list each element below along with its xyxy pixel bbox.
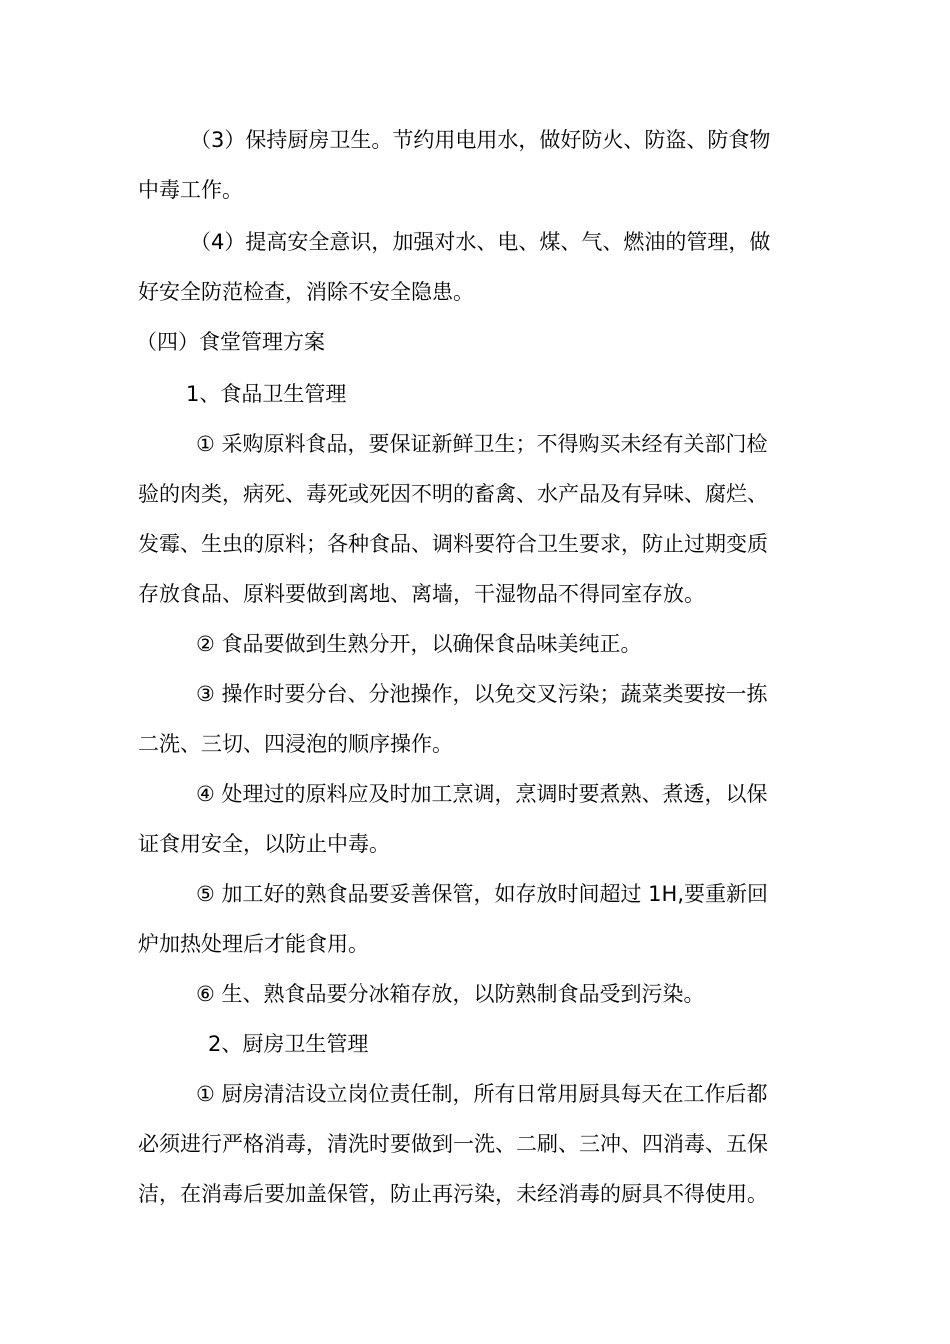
text-line: ① 采购原料食品，要保证新鲜卫生；不得购买未经有关部门检 xyxy=(196,432,768,456)
text-line: ① 厨房清洁设立岗位责任制，所有日常用厨具每天在工作后都 xyxy=(196,1082,768,1106)
text-line: 必须进行严格消毒，清洗时要做到一洗、二刷、三冲、四消毒、五保 xyxy=(138,1132,768,1156)
text-line: 发霉、生虫的原料；各种食品、调料要符合卫生要求，防止过期变质 xyxy=(138,532,768,556)
text-line: 证食用安全，以防止中毒。 xyxy=(138,832,390,856)
text-line: ⑤ 加工好的熟食品要妥善保管，如存放时间超过 1H,要重新回 xyxy=(196,882,769,906)
text-line: ④ 处理过的原料应及时加工烹调，烹调时要煮熟、煮透，以保 xyxy=(196,782,768,806)
text-line: 洁，在消毒后要加盖保管，防止再污染，未经消毒的厨具不得使用。 xyxy=(138,1182,768,1206)
text-line: ③ 操作时要分台、分池操作，以免交叉污染；蔬菜类要按一拣 xyxy=(196,682,768,706)
text-line: （3）保持厨房卫生。节约用电用水，做好防火、防盗、防食物 xyxy=(190,128,771,152)
subsection-heading: 2、厨房卫生管理 xyxy=(208,1032,369,1056)
text-line: ⑥ 生、熟食品要分冰箱存放，以防熟制食品受到污染。 xyxy=(196,982,705,1006)
text-line: 炉加热处理后才能食用。 xyxy=(138,932,369,956)
section-heading: （四）食堂管理方案 xyxy=(136,330,325,354)
text-line: 存放食品、原料要做到离地、离墙，干湿物品不得同室存放。 xyxy=(138,582,705,606)
text-line: ② 食品要做到生熟分开，以确保食品味美纯正。 xyxy=(196,632,642,656)
text-line: 好安全防范检查，消除不安全隐患。 xyxy=(138,280,474,304)
text-line: （4）提高安全意识，加强对水、电、煤、气、燃油的管理，做 xyxy=(190,230,771,254)
subsection-heading: 1、食品卫生管理 xyxy=(186,382,347,406)
text-line: 中毒工作。 xyxy=(138,178,243,202)
text-line: 二洗、三切、四浸泡的顺序操作。 xyxy=(138,732,453,756)
text-line: 验的肉类，病死、毒死或死因不明的畜禽、水产品及有异味、腐烂、 xyxy=(138,482,768,506)
